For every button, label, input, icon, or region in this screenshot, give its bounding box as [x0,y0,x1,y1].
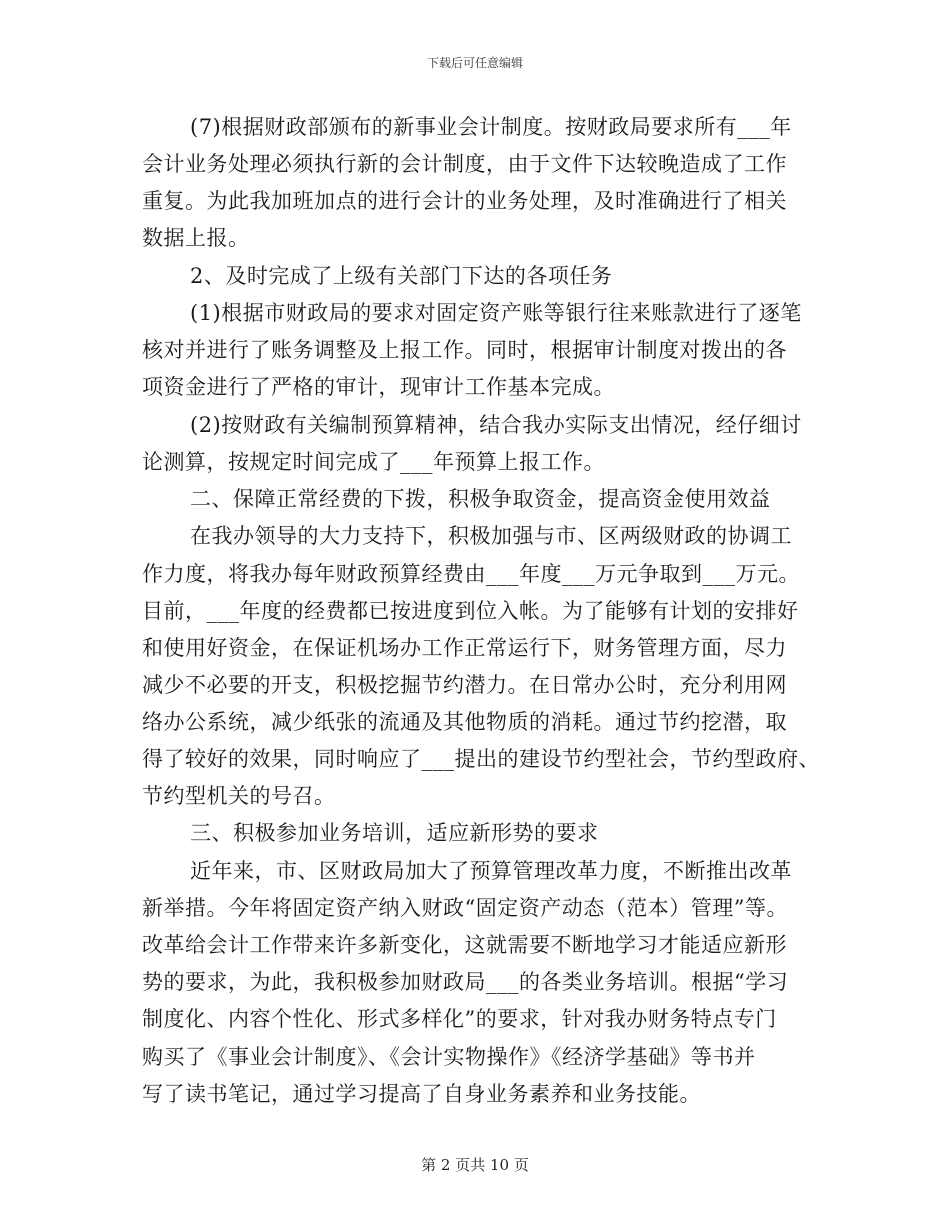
text-line: 近年来，市、区财政局加大了预算管理改革力度，不断推出改革 [190,859,792,883]
text-line: 写了读书笔记，通过学习提高了自身业务素养和业务技能。 [142,1082,701,1106]
text-line: 目前，___年度的经费都已按进度到位入帐。为了能够有计划的安排好 [142,599,799,623]
text-line: (1)根据市财政局的要求对固定资产账等银行往来账款进行了逐笔 [190,301,802,325]
text-line: 络办公系统，减少纸张的流通及其他物质的消耗。通过节约挖潜，取 [142,710,787,734]
text-line: 减少不必要的开支，积极挖掘节约潜力。在日常办公时，充分利用网 [142,673,787,697]
text-line: 新举措。今年将固定资产纳入财政“固定资产动态（范本）管理”等。 [142,896,788,920]
text-line: 制度化、内容个性化、形式多样化”的要求，针对我办财务特点专门 [142,1007,777,1031]
text-line: (2)按财政有关编制预算精神，结合我办实际支出情况，经仔细讨 [190,413,802,437]
text-line: 节约型机关的号召。 [142,784,336,808]
text-line: 改革给会计工作带来许多新变化，这就需要不断地学习才能适应新形 [142,933,787,957]
page-header: 下载后可任意编辑 [426,56,523,70]
text-line: 得了较好的效果，同时响应了___提出的建设节约型社会，节约型政府、 [142,747,820,771]
text-line: 会计业务处理必须执行新的会计制度，由于文件下达较晚造成了工作 [142,152,787,176]
text-line: 和使用好资金，在保证机场办工作正常运行下，财务管理方面，尽力 [142,636,787,660]
section-heading: 二、保障正常经费的下拨，积极争取资金，提高资金使用效益 [190,487,771,511]
text-line: 势的要求，为此，我积极参加财政局___的各类业务培训。根据“学习 [142,970,789,994]
text-line: 重复。为此我加班加点的进行会计的业务处理，及时准确进行了相关 [142,189,787,213]
text-line: 项资金进行了严格的审计，现审计工作基本完成。 [142,375,615,399]
section-heading: 三、积极参加业务培训，适应新形势的要求 [190,821,599,845]
text-line: 作力度，将我办每年财政预算经费由___年度___万元争取到___万元。 [142,562,800,586]
text-line: 论测算，按规定时间完成了___年预算上报工作。 [142,450,605,474]
text-line: (7)根据财政部颁布的新事业会计制度。按财政局要求所有___年 [190,115,792,139]
text-line: 数据上报。 [142,226,250,250]
text-line: 购买了《事业会计制度》、《会计实物操作》《经济学基础》等书并 [142,1045,756,1069]
page-footer: 第 2 页共 10 页 [421,1156,529,1174]
text-line: 在我办领导的大力支持下，积极加强与市、区两级财政的协调工 [190,524,792,548]
section-heading: 2、及时完成了上级有关部门下达的各项任务 [190,264,613,288]
text-line: 核对并进行了账务调整及上报工作。同时，根据审计制度对拨出的各 [142,338,787,362]
